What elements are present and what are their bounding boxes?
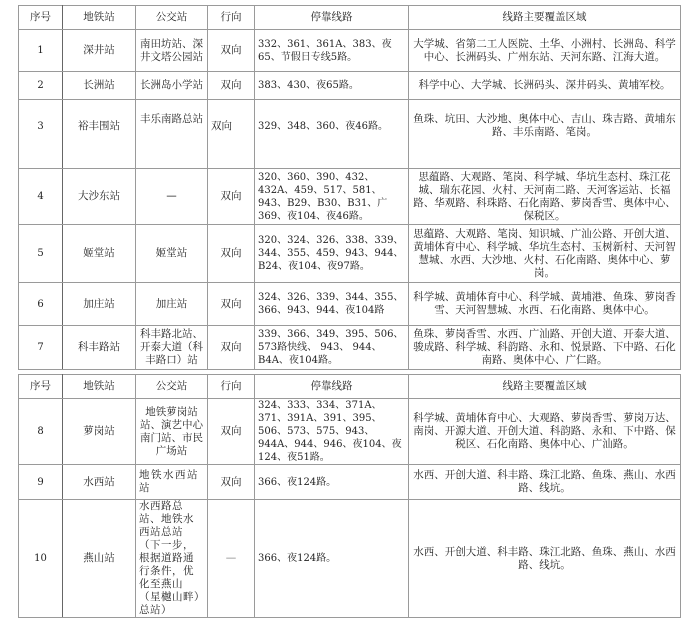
cell-coverage-area: 大学城、省第二工人医院、土华、小洲村、长洲岛、科学中心、长洲码头、广州东站、天河东路、江海大道。: [409, 30, 681, 72]
cell-coverage-area: 鱼珠、萝岗香雪、水西、广汕路、开创大道、开泰大道、骏成路、科学城、科韵路、永和、悦景路、下中路、石化南路、奥体中心、广仁路。: [409, 326, 681, 370]
cell-bus-stop: 南田坊站、深井文塔公园站: [136, 30, 208, 72]
table-row: [19, 100, 681, 169]
bus-connection-table-part2: [18, 374, 681, 618]
table-row: [19, 30, 681, 72]
table-header-row: [19, 6, 681, 30]
cell-direction: 双向: [208, 100, 255, 169]
header-metro-station: 地铁站: [63, 375, 136, 399]
cell-no: 6: [19, 283, 63, 326]
cell-coverage-area: 科学城、黄埔体育中心、大观路、萝岗香雪、萝岗万达、南岗、开源大道、开创大道、科韵路、永和、下中路、保税区、石化南路、奥体中心、广汕路。: [409, 399, 681, 465]
cell-bus-stop: —: [136, 169, 208, 225]
cell-coverage-area: 水西、开创大道、科丰路、珠江北路、鱼珠、燕山、水西路、线坑。: [409, 465, 681, 500]
header-metro-station: 地铁站: [63, 6, 136, 30]
cell-direction: 双向: [208, 283, 255, 326]
cell-coverage-area: 思蕴路、大观路、笔岗、知识城、广汕公路、开创大道、黄埔体育中心、科学城、华坑生态村、玉树新村、天河智慧城、水西、大沙地、火村、石化南路、奥体中心、萝岗。: [409, 225, 681, 283]
header-coverage-area: 线路主要覆盖区域: [409, 6, 681, 30]
cell-bus-stop: 长洲岛小学站: [136, 72, 208, 100]
header-routes: 停靠线路: [255, 375, 409, 399]
cell-metro-station: 长洲站: [63, 72, 136, 100]
cell-direction: 双向: [208, 399, 255, 465]
cell-direction: —: [208, 500, 255, 618]
cell-routes: 366、夜124路。: [255, 500, 409, 618]
cell-bus-stop: 姬堂站: [136, 225, 208, 283]
cell-no: 1: [19, 30, 63, 72]
cell-metro-station: 大沙东站: [63, 169, 136, 225]
cell-coverage-area: 科学中心、大学城、长洲码头、深井码头、黄埔军校。: [409, 72, 681, 100]
cell-coverage-area: 科学城、黄埔体育中心、科学城、黄埔港、鱼珠、萝岗香雪、天河智慧城、水西、石化南路、奥体中心。: [409, 283, 681, 326]
cell-direction: 双向: [208, 169, 255, 225]
cell-bus-stop: 加庄站: [136, 283, 208, 326]
cell-metro-station: 燕山站: [63, 500, 136, 618]
cell-routes: 383、430、夜65路。: [255, 72, 409, 100]
header-no: 序号: [19, 375, 63, 399]
table-row: [19, 399, 681, 465]
table-row: [19, 500, 681, 618]
cell-metro-station: 科丰路站: [63, 326, 136, 370]
cell-bus-stop: 科丰路北站、开泰大道（科丰路口）站: [136, 326, 208, 370]
header-bus-stop: 公交站: [136, 6, 208, 30]
cell-bus-stop: 地铁水西站站: [136, 465, 208, 500]
cell-routes: 339、366、349、395、506、573路快线、 943、 944、B4A、夜104路。: [255, 326, 409, 370]
cell-bus-stop: 水西路总站、地铁水西站总站（下一步，根据道路通行条件，优化至燕山（星樾山畔）总站）: [136, 500, 208, 618]
cell-routes: 324、333、334、371A、371、391A、391、395、506、573、575、943、944A、944、946、夜104、夜124、夜51路。: [255, 399, 409, 465]
cell-metro-station: 水西站: [63, 465, 136, 500]
cell-metro-station: 姬堂站: [63, 225, 136, 283]
cell-routes: 329、348、360、夜46路。: [255, 100, 409, 169]
header-coverage-area: 线路主要覆盖区域: [409, 375, 681, 399]
bus-connection-table-part1: [18, 5, 681, 370]
table-row: [19, 225, 681, 283]
table-row: [19, 326, 681, 370]
cell-direction: 双向: [208, 465, 255, 500]
cell-routes: 324、326、339、344、355、366、943、944、夜104路: [255, 283, 409, 326]
table-row: [19, 169, 681, 225]
cell-routes: 320、324、326、338、339、344、355、459、943、944、B24、夜104、夜97路。: [255, 225, 409, 283]
cell-direction: 双向: [208, 326, 255, 370]
cell-direction: 双向: [208, 30, 255, 72]
table-header-row: [19, 375, 681, 399]
table-row: [19, 72, 681, 100]
cell-bus-stop: 丰乐南路总站: [136, 100, 208, 169]
cell-no: 3: [19, 100, 63, 169]
header-direction: 行向: [208, 375, 255, 399]
cell-bus-stop: 地铁萝岗站站、演艺中心南门站、市民广场站: [136, 399, 208, 465]
header-bus-stop: 公交站: [136, 375, 208, 399]
cell-metro-station: 加庄站: [63, 283, 136, 326]
cell-no: 5: [19, 225, 63, 283]
cell-metro-station: 深井站: [63, 30, 136, 72]
cell-direction: 双向: [208, 72, 255, 100]
cell-no: 8: [19, 399, 63, 465]
cell-no: 7: [19, 326, 63, 370]
cell-metro-station: 裕丰围站: [63, 100, 136, 169]
cell-no: 4: [19, 169, 63, 225]
cell-routes: 320、360、390、432、432A、459、517、581、943、B29、B30、B31、广369、夜104、夜46路。: [255, 169, 409, 225]
cell-coverage-area: 鱼珠、坑田、大沙地、奥体中心、吉山、珠吉路、黄埔东路、丰乐南路、笔岗。: [409, 100, 681, 169]
cell-no: 10: [19, 500, 63, 618]
table-row: [19, 283, 681, 326]
header-direction: 行向: [208, 6, 255, 30]
cell-no: 9: [19, 465, 63, 500]
cell-routes: 366、夜124路。: [255, 465, 409, 500]
cell-direction: 双向: [208, 225, 255, 283]
cell-no: 2: [19, 72, 63, 100]
table-row: [19, 465, 681, 500]
header-no: 序号: [19, 6, 63, 30]
cell-metro-station: 萝岗站: [63, 399, 136, 465]
cell-coverage-area: 思蕴路、大观路、笔岗、科学城、华坑生态村、珠江花城、瑞东花园、火村、天河南二路、天河客运站、长福路、华观路、科珠路、石化南路、萝岗香雪、奥体中心、保税区。: [409, 169, 681, 225]
cell-routes: 332、361、361A、383、夜65、节假日专线5路。: [255, 30, 409, 72]
cell-coverage-area: 水西、开创大道、科丰路、珠江北路、鱼珠、燕山、水西路、线坑。: [409, 500, 681, 618]
header-routes: 停靠线路: [255, 6, 409, 30]
